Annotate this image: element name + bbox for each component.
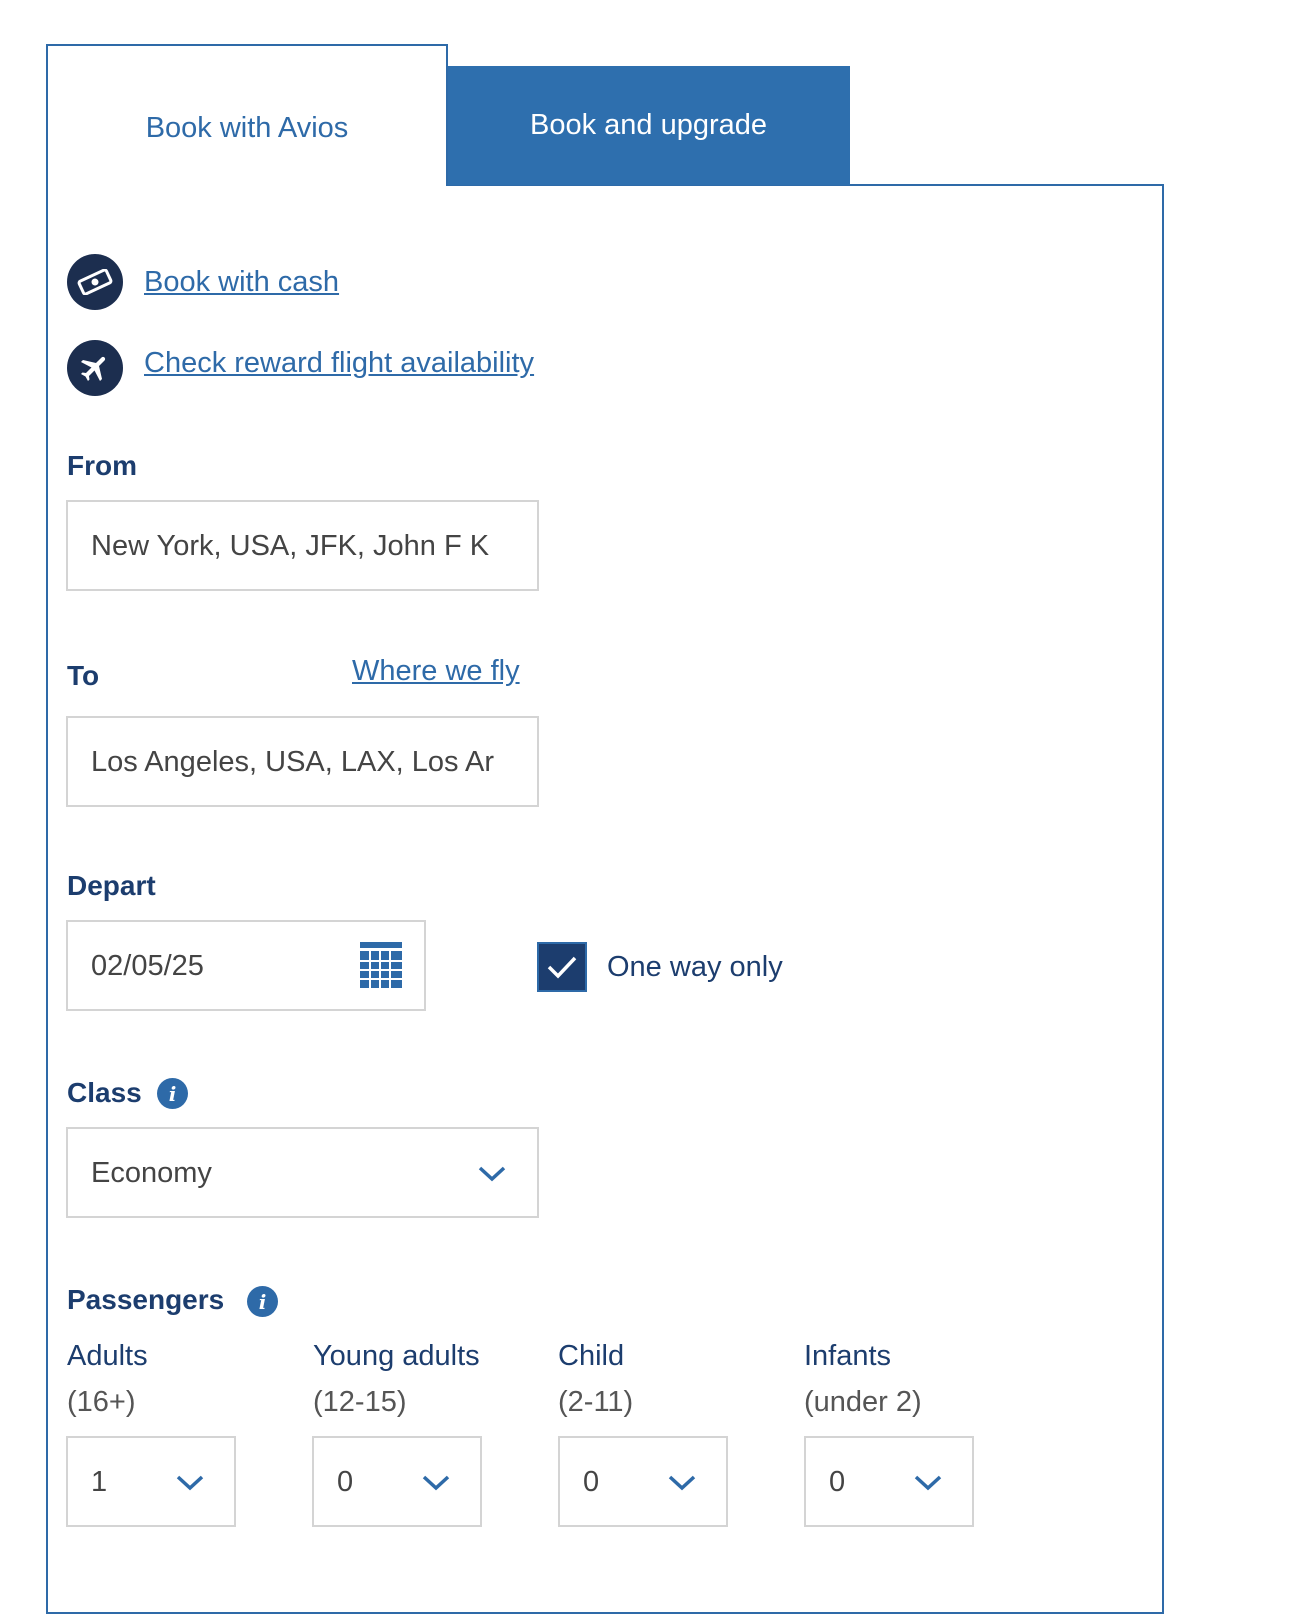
passengers-label: Passengers [67,1284,225,1315]
infants-select[interactable] [804,1436,974,1527]
book-with-cash-link[interactable]: Book with cash [144,266,340,298]
tab-book-with-avios[interactable] [46,44,448,186]
check-reward-availability-link[interactable]: Check reward flight availability [144,347,535,379]
young-adults-select[interactable] [312,1436,482,1527]
chevron-down-icon [476,1164,508,1184]
one-way-label[interactable]: One way only [607,951,783,983]
one-way-checkbox[interactable] [537,942,587,992]
passengers-info-icon[interactable]: i [247,1286,278,1317]
to-label: To [67,660,100,691]
young-adults-label: Young adults [313,1340,480,1372]
calendar-icon[interactable] [360,942,402,996]
chevron-down-icon [174,1473,206,1493]
where-we-fly-link[interactable]: Where we fly [352,655,520,687]
to-input[interactable] [66,716,539,807]
adults-select-value: 1 [91,1466,108,1498]
checkmark-icon [546,954,578,980]
chevron-down-icon [666,1473,698,1493]
depart-label: Depart [67,870,156,901]
class-label: Class [67,1077,142,1108]
child-age-range: (2-11) [558,1386,634,1418]
class-info-icon[interactable]: i [157,1078,188,1109]
from-label: From [67,450,137,481]
class-select[interactable] [66,1127,539,1218]
depart-date-input[interactable] [66,920,426,1011]
infants-age-range: (under 2) [804,1386,922,1418]
tab-book-and-upgrade-label: Book and upgrade [529,109,768,141]
tab-book-and-upgrade[interactable] [447,66,850,185]
child-select[interactable] [558,1436,728,1527]
chevron-down-icon [912,1473,944,1493]
tab-book-with-avios-label: Book with Avios [145,112,349,144]
airplane-icon [67,340,123,396]
infants-select-value: 0 [829,1466,846,1498]
adults-select[interactable] [66,1436,236,1527]
adults-age-range: (16+) [67,1386,136,1418]
child-label: Child [558,1340,625,1372]
young-adults-age-range: (12-15) [313,1386,407,1418]
depart-date-value: 02/05/25 [91,950,204,982]
adults-label: Adults [67,1340,148,1372]
infants-label: Infants [804,1340,892,1372]
young-adults-select-value: 0 [337,1466,354,1498]
money-ticket-icon [67,254,123,310]
class-select-value: Economy [91,1157,212,1189]
to-input-value: Los Angeles, USA, LAX, Los Ar [91,746,495,778]
from-input[interactable] [66,500,539,591]
child-select-value: 0 [583,1466,600,1498]
chevron-down-icon [420,1473,452,1493]
from-input-value: New York, USA, JFK, John F K [91,530,490,562]
